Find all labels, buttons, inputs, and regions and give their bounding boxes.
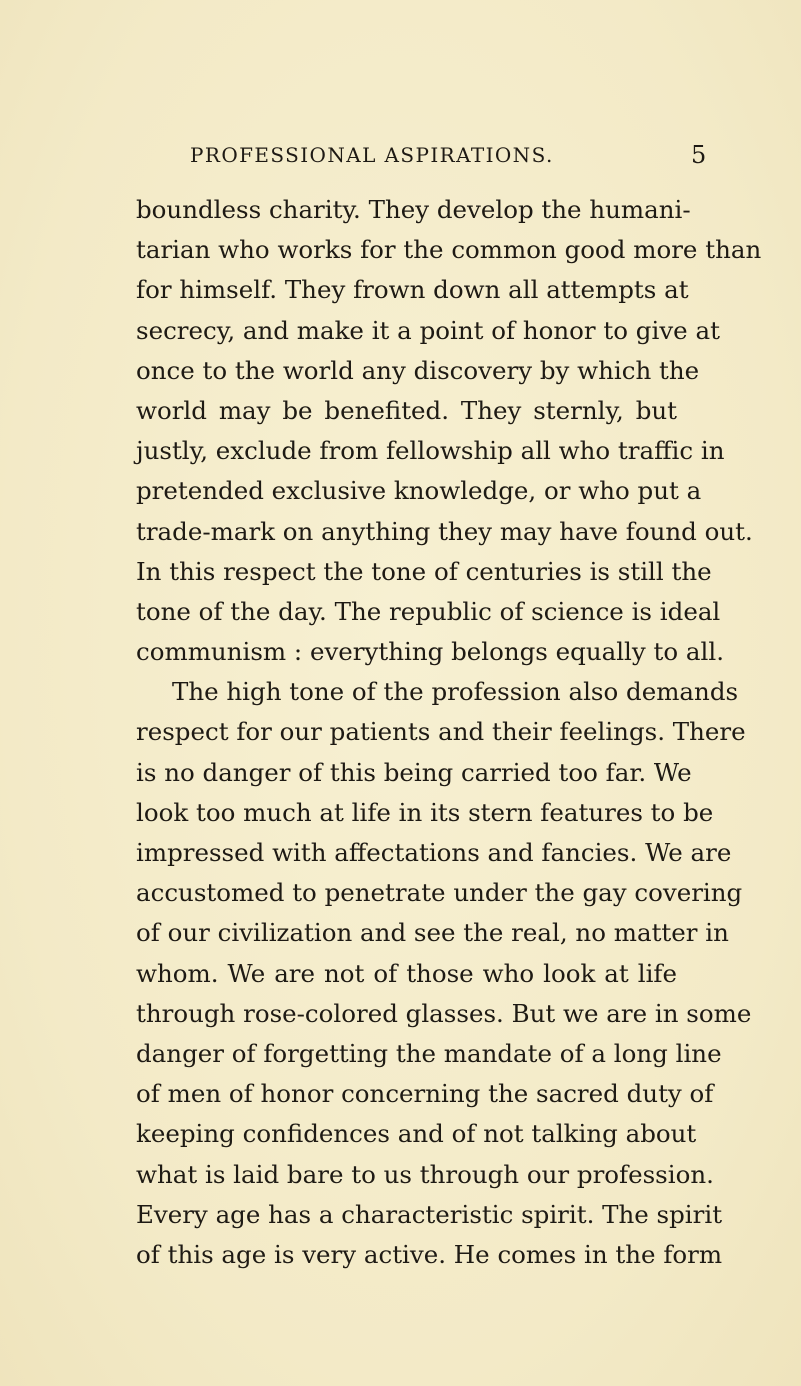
text-line: of this age is very active. He comes in the form <box>136 1239 723 1269</box>
text-line: look too much at life in its stern features to be <box>136 797 714 827</box>
page-number: 5 <box>691 141 707 169</box>
text-line: keeping confidences and of not talking about <box>136 1119 697 1149</box>
text-line: boundless charity. They develop the humani- <box>136 195 691 224</box>
text-line: tarian who works for the common good more than <box>136 235 762 265</box>
text-line: whom. We are not of those who look at life <box>136 958 677 988</box>
text-line: communism : everything belongs equally to all. <box>136 637 724 667</box>
text-line: tone of the day. The republic of science is ideal <box>136 596 721 626</box>
text-line: secrecy, and make it a point of honor to give at <box>136 315 720 345</box>
running-head: PROFESSIONAL ASPIRATIONS. <box>190 143 554 167</box>
text-line: is no danger of this being carried too far. We <box>136 757 692 787</box>
text-line: respect for our patients and their feelings. There <box>136 717 746 747</box>
text-line: justly, exclude from fellowship all who traffic in <box>136 436 725 466</box>
text-line: once to the world any discovery by which the <box>136 355 700 385</box>
text-line: danger of forgetting the mandate of a long line <box>136 1038 722 1068</box>
text-line: The high tone of the profession also demands <box>172 677 739 707</box>
text-line: accustomed to penetrate under the gay covering <box>136 878 743 908</box>
text-line: what is laid bare to us through our profession. <box>136 1159 714 1189</box>
text-line: of our civilization and see the real, no matter in <box>136 918 729 948</box>
text-line: Every age has a characteristic spirit. The spirit <box>136 1199 723 1229</box>
text-line: for himself. They frown down all attempts at <box>136 275 689 305</box>
text-line: In this respect the tone of centuries is still the <box>136 556 712 586</box>
text-line: trade-mark on anything they may have found out. <box>136 516 753 546</box>
body-text <box>136 190 762 1275</box>
text-line: of men of honor concerning the sacred duty of <box>136 1079 714 1109</box>
text-line: through rose-colored glasses. But we are in some <box>136 998 752 1028</box>
text-line: impressed with affectations and fancies. We are <box>136 838 732 867</box>
text-line: pretended exclusive knowledge, or who put a <box>136 476 702 506</box>
text-line: world may be benefited. They sternly, but <box>136 395 677 425</box>
